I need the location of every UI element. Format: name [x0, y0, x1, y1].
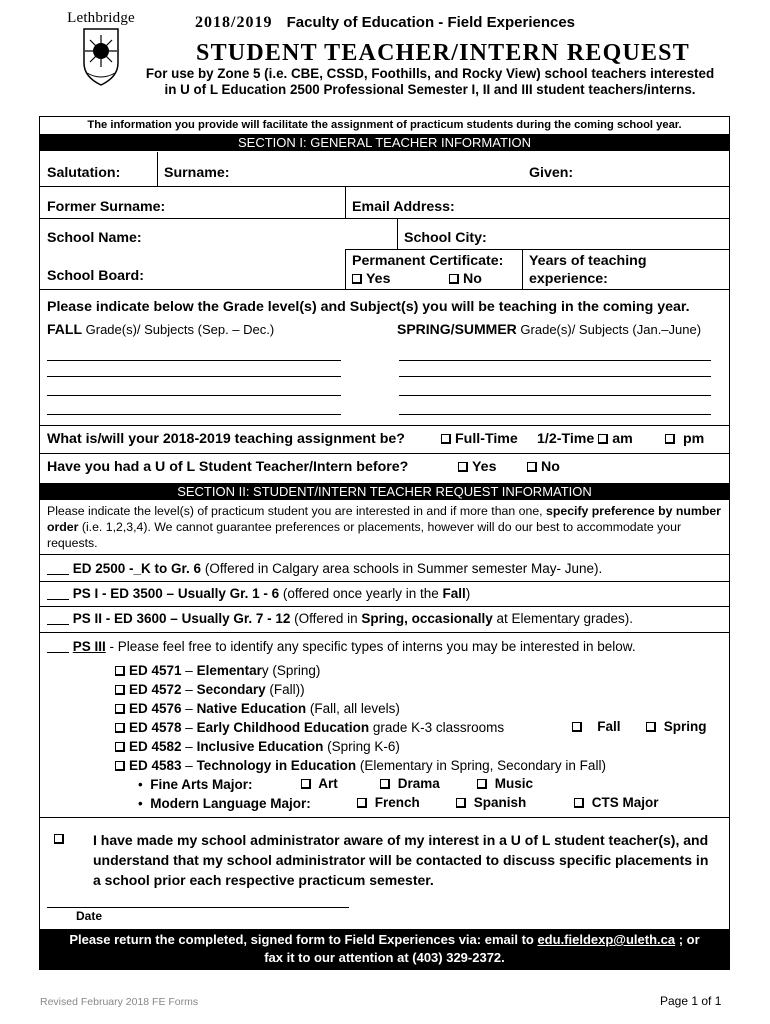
- drama-option[interactable]: Drama: [380, 776, 440, 791]
- checkbox-icon: [380, 779, 390, 789]
- cts-option[interactable]: CTS Major: [574, 795, 659, 810]
- half-time-option[interactable]: 1/2-Time am: [537, 431, 633, 447]
- had-intern-yes[interactable]: Yes: [458, 459, 496, 475]
- checkbox-icon: [477, 779, 487, 789]
- checkbox-icon: [115, 723, 125, 733]
- subtitle: [110, 66, 750, 98]
- return-instructions: [40, 929, 729, 969]
- email-label[interactable]: Email Address:: [352, 199, 455, 215]
- header-line: [195, 14, 715, 32]
- former-surname-label[interactable]: Former Surname:: [47, 199, 166, 215]
- ed2500-option[interactable]: ED 2500 -_K to Gr. 6 (Offered in Calgary area schools in Summer semester May- June).: [47, 561, 602, 576]
- course-ed4576[interactable]: ED 4576 – Native Education (Fall, all levels): [115, 701, 400, 716]
- spanish-option[interactable]: Spanish: [456, 795, 526, 810]
- email-link[interactable]: edu.fieldexp@uleth.ca: [537, 932, 676, 947]
- fall-line-3[interactable]: [47, 395, 341, 396]
- assignment-question: What is/will your 2018-2019 teaching assignment be?: [47, 431, 405, 447]
- ps2-option[interactable]: PS II - ED 3600 – Usually Gr. 7 - 12 (Offered in Spring, occasionally at Elementary grades).: [47, 611, 633, 626]
- course-ed4583[interactable]: ED 4583 – Technology in Education (Elementary in Spring, Secondary in Fall): [115, 758, 606, 773]
- years-teaching-label[interactable]: Years of teaching: [529, 253, 647, 269]
- course-ed4578[interactable]: ED 4578 – Early Childhood Education grade K-3 classrooms: [115, 720, 504, 735]
- checkbox-icon: [574, 798, 584, 808]
- given-label[interactable]: Given:: [529, 165, 574, 181]
- return-line-2: fax it to our attention at (403) 329-2372.: [264, 950, 505, 965]
- subtitle-line-1: For use by Zone 5 (i.e. CBE, CSSD, Foothills, and Rocky View) school teachers interested: [145, 66, 715, 81]
- grade-prompt: Please indicate below the Grade level(s) and Subject(s) you will be teaching in the coming year.: [47, 299, 690, 315]
- section-2-intro: Please indicate the level(s) of practicum student you are interested in and if more than one, specify preference by number order (i.e. 1,2,3,4). We cannot guarantee preferences or placements, however will do our best to accommodate your requests.: [47, 504, 721, 550]
- checkbox-icon: [456, 798, 466, 808]
- page-number: Page 1 of 1: [660, 994, 722, 1008]
- permanent-certificate-label: Permanent Certificate:: [352, 253, 504, 269]
- school-name-label[interactable]: School Name:: [47, 230, 142, 246]
- perm-cert-no[interactable]: No: [449, 271, 482, 287]
- intro-text: The information you provide will facilitate the assignment of practicum students during the coming school year.: [87, 119, 682, 131]
- spring-line-3[interactable]: [399, 395, 711, 396]
- checkbox-icon: [598, 434, 608, 444]
- fall-line-4[interactable]: [47, 414, 341, 415]
- checkbox-icon: [115, 685, 125, 695]
- checkbox-icon: [441, 434, 451, 444]
- checkbox-icon: [54, 834, 64, 844]
- school-city-label[interactable]: School City:: [404, 230, 487, 246]
- checkbox-icon: [572, 722, 582, 732]
- checkbox-icon: [115, 666, 125, 676]
- checkbox-icon: [301, 779, 311, 789]
- modern-language-row: • Modern Language Major:: [138, 796, 311, 811]
- checkbox-icon: [352, 274, 362, 284]
- checkbox-icon: [449, 274, 459, 284]
- fine-arts-row: • Fine Arts Major:: [138, 777, 253, 792]
- header-year: 2018/2019: [195, 14, 273, 31]
- pm-option[interactable]: pm: [665, 431, 704, 447]
- checkbox-icon: [665, 434, 675, 444]
- admin-checkbox[interactable]: [54, 831, 68, 847]
- checkbox-icon: [115, 761, 125, 771]
- request-form: [39, 116, 730, 970]
- checkbox-icon: [458, 462, 468, 472]
- surname-label[interactable]: Surname:: [164, 165, 230, 181]
- had-intern-no[interactable]: No: [527, 459, 560, 475]
- salutation-label: Salutation:: [47, 165, 121, 181]
- section-1-title: SECTION I: GENERAL TEACHER INFORMATION: [40, 134, 729, 151]
- revised-note: Revised February 2018 FE Forms: [40, 996, 199, 1008]
- course-ed4582[interactable]: ED 4582 – Inclusive Education (Spring K-6): [115, 739, 400, 754]
- admin-statement: I have made my school administrator aware of my interest in a U of L student teacher(s), and understand that my school administrator will be contacted to discuss specific placements in a school prior each respective practicum semester.: [93, 832, 709, 888]
- header-faculty: Faculty of Education - Field Experiences: [286, 14, 576, 31]
- ps3-option[interactable]: PS III - Please feel free to identify any specific types of interns you may be interested in below.: [47, 639, 636, 654]
- fall-line-1[interactable]: [47, 360, 341, 361]
- ec-fall-option[interactable]: Fall: [572, 719, 621, 734]
- ec-spring-option[interactable]: Spring: [646, 719, 707, 734]
- return-line-1: Please return the completed, signed form to Field Experiences via: email to edu.fieldexp@uleth.ca ; or: [69, 932, 700, 947]
- logo-name: Lethbridge: [67, 10, 135, 26]
- spring-line-1[interactable]: [399, 360, 711, 361]
- page-title: STUDENT TEACHER/INTERN REQUEST: [196, 40, 690, 66]
- full-time-option[interactable]: Full-Time: [441, 431, 518, 447]
- checkbox-icon: [646, 722, 656, 732]
- school-board-label[interactable]: School Board:: [47, 268, 144, 284]
- date-label: Date: [76, 909, 103, 923]
- had-intern-question: Have you had a U of L Student Teacher/Intern before?: [47, 459, 409, 475]
- spring-line-2[interactable]: [399, 376, 711, 377]
- art-option[interactable]: Art: [301, 776, 338, 791]
- date-line[interactable]: [47, 907, 349, 908]
- course-ed4571[interactable]: ED 4571 – Elementary (Spring): [115, 663, 320, 678]
- ps1-option[interactable]: PS I - ED 3500 – Usually Gr. 1 - 6 (offered once yearly in the Fall): [47, 586, 470, 601]
- checkbox-icon: [357, 798, 367, 808]
- subtitle-line-2: in U of L Education 2500 Professional Semester I, II and III student teachers/interns.: [164, 82, 696, 97]
- music-option[interactable]: Music: [477, 776, 533, 791]
- spring-line-4[interactable]: [399, 414, 711, 415]
- experience-label: experience:: [529, 271, 608, 287]
- fall-line-2[interactable]: [47, 376, 341, 377]
- french-option[interactable]: French: [357, 795, 420, 810]
- perm-cert-yes[interactable]: Yes: [352, 271, 390, 287]
- checkbox-icon: [115, 704, 125, 714]
- fall-heading: FALL Grade(s)/ Subjects (Sep. – Dec.): [47, 321, 275, 337]
- course-ed4572[interactable]: ED 4572 – Secondary (Fall)): [115, 682, 305, 697]
- spring-heading: SPRING/SUMMER Grade(s)/ Subjects (Jan.–June): [397, 321, 702, 337]
- section-2-title: SECTION II: STUDENT/INTERN TEACHER REQUEST INFORMATION: [40, 483, 729, 500]
- checkbox-icon: [115, 742, 125, 752]
- checkbox-icon: [527, 462, 537, 472]
